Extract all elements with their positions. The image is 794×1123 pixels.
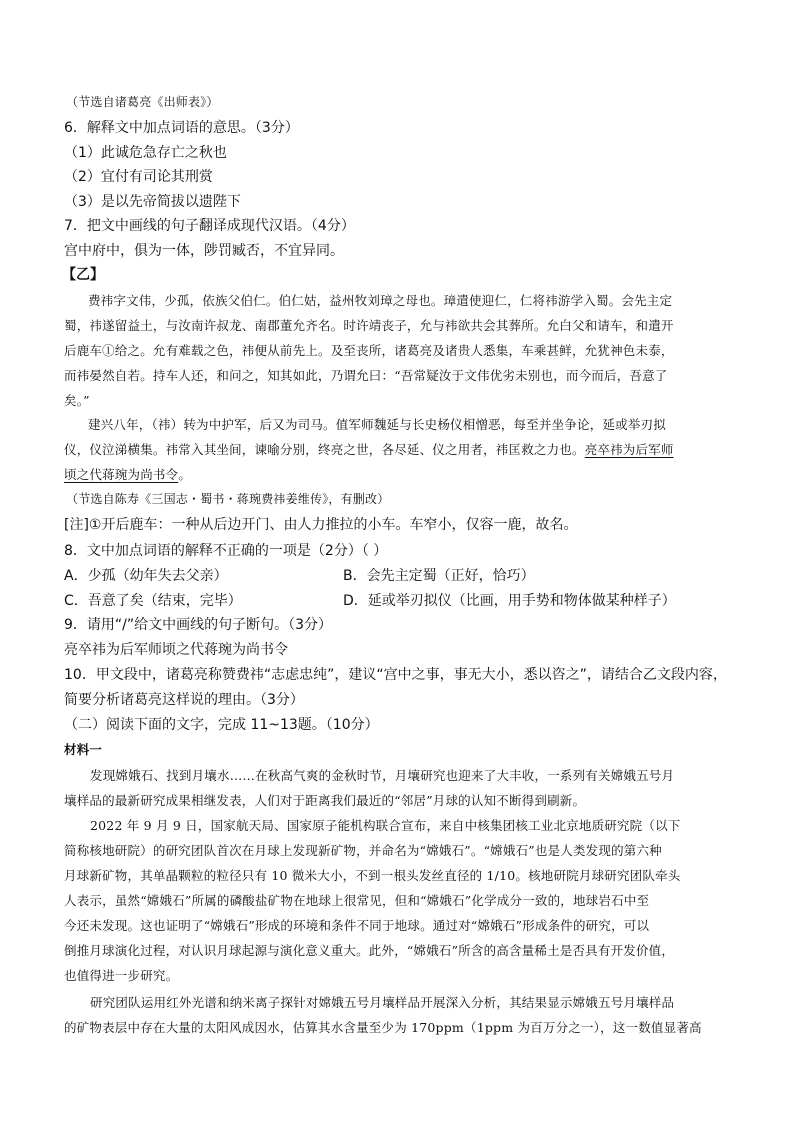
- yi-line-7: [64, 440, 674, 458]
- q10-line-1: 10．甲文段中，诸葛亮称赞费祎“志虑忠纯”，建议“宫中之事，事无大小，悉以咨之”，请结合乙文段内容，: [64, 667, 727, 683]
- q6-item-1: （1）此诚危急存亡之秋也: [64, 145, 227, 161]
- material-1-heading: 材料一: [64, 742, 103, 757]
- yi-line-4: 而祎晏然自若。持车人还，和问之，知其如此，乃谓允曰：“吾常疑汝于文伟优劣未别也，而今而后，吾意了: [64, 368, 668, 383]
- q8-stem: 8．文中加点词语的解释不正确的一项是（2分）（ ）: [64, 543, 388, 559]
- q10-line-2: 简要分析诸葛亮这样说的理由。（3分）: [64, 692, 304, 708]
- material-1-line-4: 简称核地研院）的研究团队首次在月球上发现新矿物，并命名为“嫦娥石”。“嫦娥石”也是人类发现的第六种: [64, 843, 662, 858]
- material-1-line-7: 今还未发现。这也证明了“嫦娥石”形成的环境和条件不同于地球。通过对“嫦娥石”形成条件的研究，可以: [64, 918, 650, 933]
- yi-heading: 【乙】: [62, 267, 104, 283]
- material-1-line-6: 人表示，虽然“嫦娥石”所属的磷酸盐矿物在地球上很常见，但和“嫦娥石”化学成分一致的，地球岩石中至: [64, 893, 650, 908]
- q6-item-3: （3）是以先帝简拔以遗陛下: [64, 194, 241, 210]
- yi-line-8-end: 。: [178, 467, 192, 482]
- yi-line-3: 后鹿车①给之。允有难载之色，祎便从前先上。及至丧所，诸葛亮及诸贵人悉集，车乘甚鲜，允犹神色未泰，: [64, 343, 674, 358]
- yi-line-2: 蜀，祎遂留益土，与汝南许叔龙、南郡董允齐名。时许靖丧子，允与祎欲共会其葬所。允白父和请车，和遣开: [64, 318, 674, 333]
- yi-line-7-text: 仪，仪泣涕横集。祎常入其坐间，谏喻分别，终亮之世，各尽延、仪之用者，祎匡救之力也。: [64, 442, 585, 457]
- section-2-heading: （二）阅读下面的文字，完成 11~13题。（10分）: [64, 717, 379, 733]
- material-1-line-10: 研究团队运用红外光谱和纳米离子探针对嫦娥五号月壤样品开展深入分析，其结果显示嫦娥五号月壤样品: [90, 995, 675, 1010]
- yi-note: [注]①开后鹿车：一种从后边开门、由人力推拉的小车。车窄小，仅容一鹿，故名。: [64, 517, 578, 533]
- yi-source: （节选自陈寿《三国志・蜀书・蒋琬费祎姜维传》，有删改）: [66, 492, 390, 506]
- q6-stem: 6．解释文中加点词语的意思。（3分）: [64, 120, 299, 136]
- material-1-line-9: 也值得进一步研究。: [64, 968, 179, 983]
- material-1-line-5: 月球新矿物，其单晶颗粒的粒径只有 10 微米大小，不到一根头发丝直径的 1/10。核地研院月球研究团队牵头: [64, 868, 681, 883]
- q8-option-a: A．少孤（幼年失去父亲）: [64, 568, 228, 584]
- material-1-line-1: 发现嫦娥石、找到月壤水……在秋高气爽的金秋时节，月壤研究也迎来了大丰收，一系列有关嫦娥五号月: [90, 768, 675, 783]
- material-1-line-3: 2022 年 9 月 9 日，国家航天局、国家原子能机构联合宣布，来自中核集团核工业北京地质研究院（以下: [90, 818, 681, 833]
- yi-line-1: 费祎字文伟，少孤，依族父伯仁。伯仁姑，益州牧刘璋之母也。璋遣使迎仁，仁将祎游学入蜀。会先主定: [88, 293, 673, 308]
- q9-stem: 9．请用“/”给文中画线的句子断句。（3分）: [64, 617, 333, 633]
- q7-stem: 7．把文中画线的句子翻译成现代汉语。（4分）: [64, 218, 355, 234]
- material-1-line-2: 壤样品的最新研究成果相继发表，人们对于距离我们最近的“邻居”月球的认知不断得到刷新。: [64, 793, 586, 808]
- material-1-line-8: 倒推月球演化过程，对认识月球起源与演化意义重大。此外，“嫦娥石”所含的高含量稀土是否具有开发价值，: [64, 943, 675, 958]
- yi-underlined-part-1: 亮卒祎为后军师: [584, 442, 674, 457]
- yi-line-6: 建兴八年，（祎）转为中护军，后又为司马。值军师魏延与长史杨仪相憎恶，每至并坐争论，延或举刃拟: [88, 417, 666, 432]
- material-1-line-11: 的矿物表层中存在大量的太阳风成因水，估算其水含量至少为 170ppm（1ppm 为百万分之一），这一数值显著高: [64, 1020, 702, 1035]
- q8-option-b: B．会先主定蜀（正好，恰巧）: [343, 568, 535, 584]
- jia-source: （节选自诸葛亮《出师表》）: [66, 95, 219, 109]
- yi-line-5: 矣。”: [64, 393, 90, 408]
- yi-underlined-part-2: 顷之代蒋琬为尚书令: [64, 467, 179, 482]
- q6-item-2: （2）宜付有司论其刑赏: [64, 169, 213, 185]
- q7-sentence: 宫中府中，俱为一体，陟罚臧否，不宜异同。: [64, 243, 344, 259]
- yi-line-8: [64, 465, 191, 483]
- q8-option-c: C．吾意了矣（结束，完毕）: [64, 593, 242, 609]
- q9-sentence: 亮卒祎为后军师顷之代蒋琬为尚书令: [64, 642, 288, 658]
- q8-option-d: D．延或举刃拟仪（比画，用手势和物体做某种样子）: [343, 593, 676, 609]
